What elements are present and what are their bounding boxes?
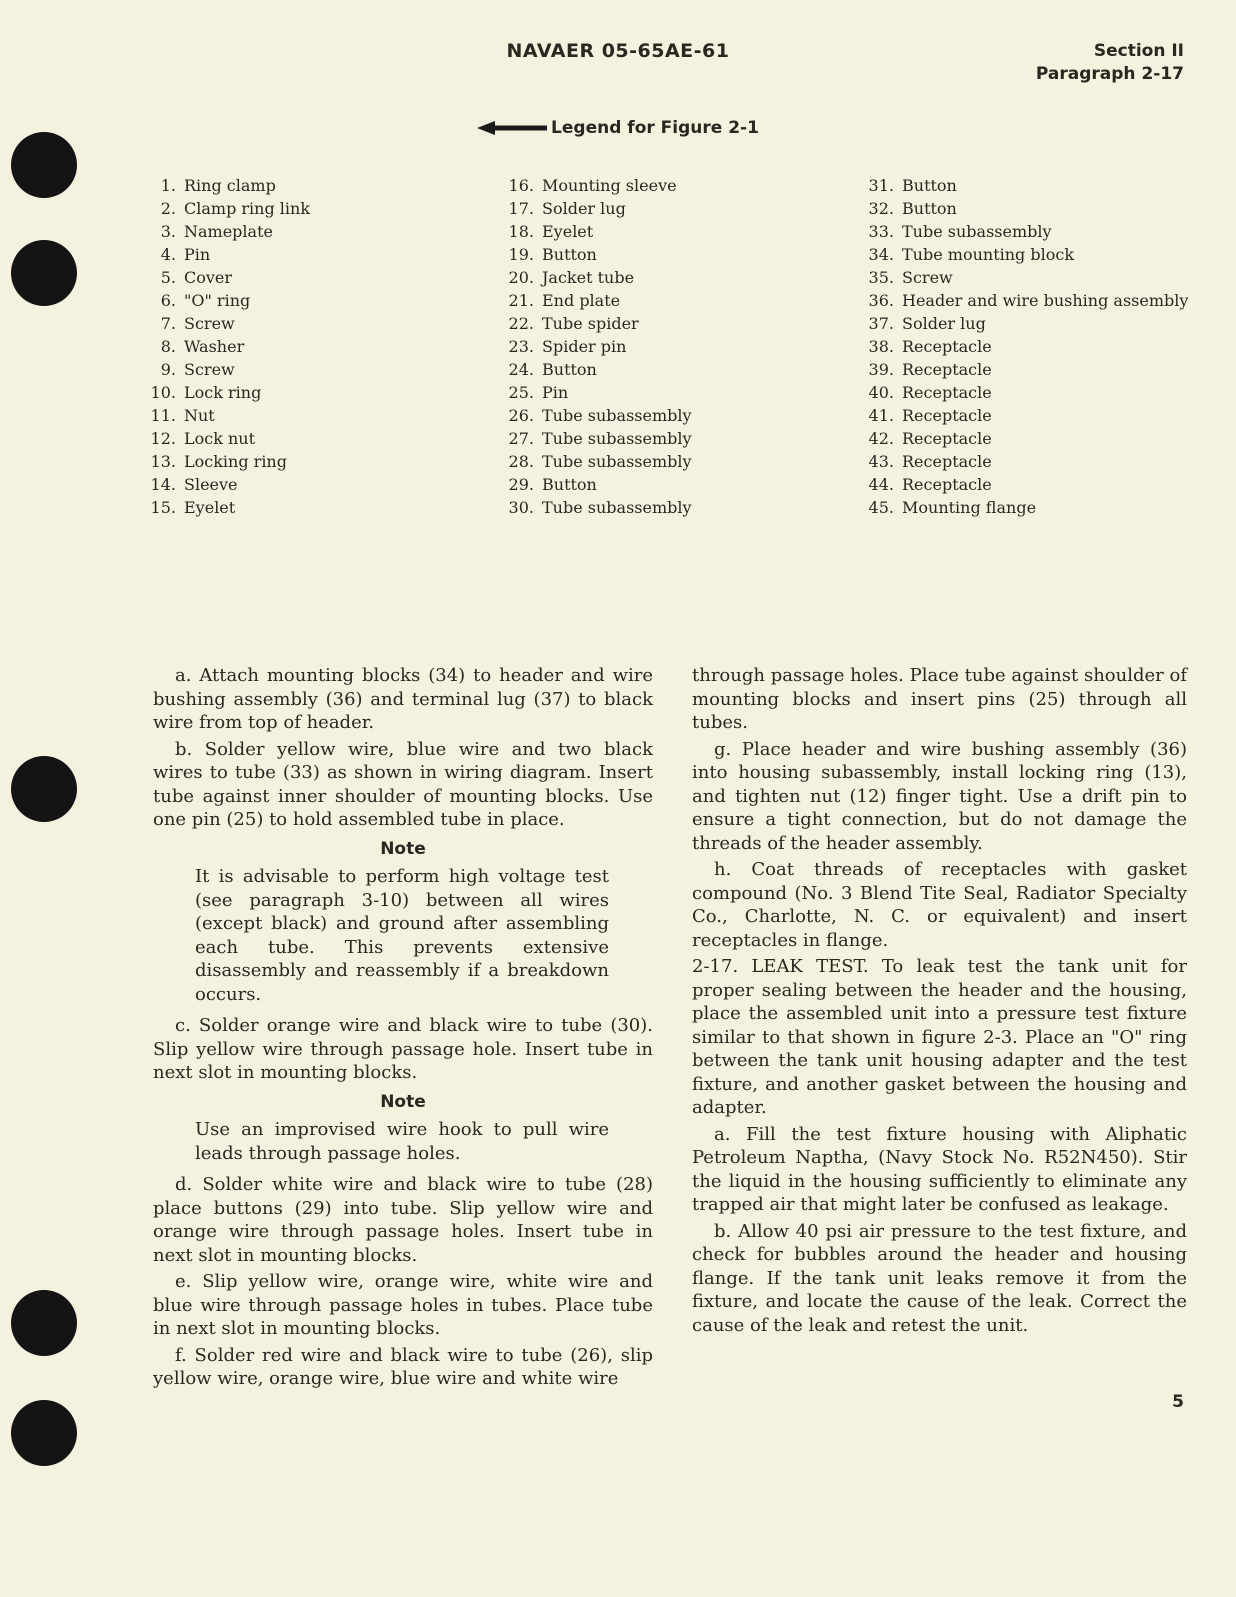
legend-item-number: 9. [160, 360, 176, 379]
step-f: f. Solder red wire and black wire to tube (26), slip yellow wire, orange wire, blue wire and white wire [153, 1344, 653, 1389]
legend-item-number: 11. [150, 406, 176, 425]
legend-item [498, 381, 692, 404]
legend-item [140, 220, 310, 243]
legend-item [498, 312, 692, 335]
legend-item-number: 30. [508, 498, 534, 517]
legend-item-label: Tube subassembly [542, 406, 692, 425]
legend-item [498, 404, 692, 427]
step-h: h. Coat threads of receptacles with gasket compound (No. 3 Blend Tite Seal, Radiator Specialty Co., Charlotte, N. C. or equivalent) and insert receptacles in flange. [692, 859, 1187, 951]
legend-item-number: 42. [868, 429, 894, 448]
legend-item-number: 3. [160, 222, 176, 241]
legend-item-label: Receptacle [902, 475, 992, 494]
legend-item [140, 174, 310, 197]
legend-item-number: 38. [868, 337, 894, 356]
legend-item-number: 23. [508, 337, 534, 356]
legend-item-label: Washer [184, 337, 245, 356]
legend-item-number: 4. [160, 245, 176, 264]
legend-item-label: Tube mounting block [902, 245, 1075, 264]
legend-item-number: 15. [150, 498, 176, 517]
legend-item-label: Spider pin [542, 337, 627, 356]
legend-item-number: 6. [160, 291, 176, 310]
legend-title-text: Legend for Figure 2-1 [551, 118, 759, 138]
legend-item-number: 22. [508, 314, 534, 333]
legend-item-number: 12. [150, 429, 176, 448]
arrow-left-icon [477, 121, 547, 135]
legend-item-label: Screw [902, 268, 953, 287]
legend-item-number: 26. [508, 406, 534, 425]
legend-item-number: 10. [150, 383, 176, 402]
punch-hole [11, 1400, 77, 1466]
legend-item [498, 220, 692, 243]
legend-item-label: Tube subassembly [542, 452, 692, 471]
legend-item [858, 312, 1188, 335]
punch-hole [11, 240, 77, 306]
legend-item-label: Receptacle [902, 360, 992, 379]
legend-item [140, 404, 310, 427]
legend-item [858, 450, 1188, 473]
page-number: 5 [1172, 1392, 1184, 1412]
legend-item-label: Tube subassembly [542, 429, 692, 448]
legend-item-label: Header and wire bushing assembly [902, 291, 1189, 310]
legend-item-number: 7. [160, 314, 176, 333]
legend-item-label: Solder lug [902, 314, 986, 333]
legend-item [140, 496, 310, 519]
legend-title [0, 118, 1236, 138]
legend-item-number: 36. [868, 291, 894, 310]
legend-item-label: Tube spider [542, 314, 639, 333]
legend-item-number: 16. [508, 176, 534, 195]
legend-item [498, 289, 692, 312]
step-e: e. Slip yellow wire, orange wire, white wire and blue wire through passage holes in tubes. Place tube in next slot in mounting blocks. [153, 1271, 653, 1339]
legend-item [858, 289, 1188, 312]
legend-item-number: 8. [160, 337, 176, 356]
legend-item-number: 27. [508, 429, 534, 448]
legend-item [858, 473, 1188, 496]
legend-item [140, 289, 310, 312]
legend-item-label: Clamp ring link [184, 199, 311, 218]
legend-item-label: Lock ring [184, 383, 262, 402]
legend-item-label: Eyelet [184, 498, 236, 517]
section-header [1036, 40, 1184, 86]
legend-item-label: Mounting flange [902, 498, 1037, 517]
legend-item-number: 31. [868, 176, 894, 195]
legend-item-number: 5. [160, 268, 176, 287]
legend-item-number: 28. [508, 452, 534, 471]
legend-item [498, 358, 692, 381]
legend-item [858, 220, 1188, 243]
note-body: It is advisable to perform high voltage test (see paragraph 3-10) between all wires (except black) and ground after assembling each tube. This prevents extensive disassembly and reassembly if a breakdown occurs. [195, 866, 609, 1005]
legend-item [498, 197, 692, 220]
legend-item-number: 33. [868, 222, 894, 241]
punch-hole [11, 132, 77, 198]
legend-item-number: 24. [508, 360, 534, 379]
legend-item-label: Ring clamp [184, 176, 276, 195]
legend-item [858, 404, 1188, 427]
legend-item-label: Receptacle [902, 429, 992, 448]
legend-item-number: 20. [508, 268, 534, 287]
legend-item [858, 381, 1188, 404]
legend-item-number: 40. [868, 383, 894, 402]
legend-item [140, 358, 310, 381]
legend-item-label: Locking ring [184, 452, 287, 471]
legend-item-label: Mounting sleeve [542, 176, 677, 195]
legend-item-label: Nut [184, 406, 215, 425]
legend-item-number: 35. [868, 268, 894, 287]
legend-item-number: 29. [508, 475, 534, 494]
legend-item-number: 14. [150, 475, 176, 494]
legend-item-number: 37. [868, 314, 894, 333]
body-left-column [153, 664, 653, 1394]
legend-column [498, 174, 692, 519]
legend-item-label: Receptacle [902, 383, 992, 402]
legend-item-label: Pin [542, 383, 569, 402]
legend-item-label: Pin [184, 245, 211, 264]
legend-item [498, 427, 692, 450]
leak-step-b: b. Allow 40 psi air pressure to the test fixture, and check for bubbles around the header and housing flange. If the tank unit leaks remove it from the fixture, and locate the cause of the leak. Correct the cause of the leak and retest the unit. [692, 1220, 1187, 1336]
legend-item [498, 243, 692, 266]
legend-item [140, 427, 310, 450]
legend-item-label: Screw [184, 360, 235, 379]
legend-item-label: Sleeve [184, 475, 238, 494]
legend-item [858, 496, 1188, 519]
legend-column [858, 174, 1188, 519]
legend-item [140, 243, 310, 266]
legend-item-label: Button [542, 475, 597, 494]
legend-item-number: 17. [508, 199, 534, 218]
legend-item-number: 44. [868, 475, 894, 494]
legend-item-number: 18. [508, 222, 534, 241]
legend-item [498, 335, 692, 358]
step-a: a. Attach mounting blocks (34) to header and wire bushing assembly (36) and terminal lug (37) to black wire from top of header. [153, 665, 653, 733]
legend-item [140, 266, 310, 289]
legend-item-label: Tube subassembly [542, 498, 692, 517]
paragraph-label: Paragraph 2-17 [1035, 64, 1184, 84]
legend-item-number: 1. [160, 176, 176, 195]
legend-item-label: End plate [542, 291, 621, 310]
legend-item-number: 25. [508, 383, 534, 402]
step-f-continued: through passage holes. Place tube against shoulder of mounting blocks and insert pins (25) through all tubes. [692, 665, 1187, 733]
legend-item [140, 312, 310, 335]
legend-item [858, 358, 1188, 381]
step-g: g. Place header and wire bushing assembly (36) into housing subassembly, install locking ring (13), and tighten nut (12) finger tight. Use a drift pin to ensure a tight connection, but do not damage the threads of the header assembly. [692, 738, 1187, 854]
legend-item-label: Button [542, 245, 597, 264]
legend-item-label: Jacket tube [542, 268, 635, 287]
step-b: b. Solder yellow wire, blue wire and two black wires to tube (33) as shown in wiring diagram. Insert tube against inner shoulder of mounting blocks. Use one pin (25) to hold assembled tube in place. [153, 738, 653, 830]
legend-item [140, 473, 310, 496]
legend-item-label: Screw [184, 314, 235, 333]
legend-item [498, 266, 692, 289]
legend-item-number: 19. [508, 245, 534, 264]
note-heading: Note [380, 838, 426, 859]
legend-item-label: "O" ring [184, 291, 251, 310]
legend-item [498, 473, 692, 496]
legend-item-number: 21. [508, 291, 534, 310]
legend-item-label: Nameplate [184, 222, 273, 241]
step-c: c. Solder orange wire and black wire to tube (30). Slip yellow wire through passage hole. Insert tube in next slot in mounting blocks. [153, 1015, 653, 1083]
document-number: NAVAER 05-65AE-61 [506, 40, 730, 62]
legend-item-label: Cover [184, 268, 233, 287]
legend-item [140, 381, 310, 404]
legend-item-number: 34. [868, 245, 894, 264]
legend-item-label: Receptacle [902, 406, 992, 425]
legend-item [858, 266, 1188, 289]
legend-item [140, 335, 310, 358]
legend-item [858, 335, 1188, 358]
legend-item-label: Button [902, 176, 957, 195]
legend-item-number: 13. [150, 452, 176, 471]
legend-item-label: Tube subassembly [902, 222, 1052, 241]
legend-item [498, 450, 692, 473]
legend-item-number: 45. [868, 498, 894, 517]
legend-item [140, 197, 310, 220]
punch-hole [11, 1290, 77, 1356]
body-right-column [692, 664, 1187, 1340]
legend-item-number: 2. [160, 199, 176, 218]
legend-item [858, 197, 1188, 220]
legend-item-number: 32. [868, 199, 894, 218]
legend-item [498, 496, 692, 519]
legend-item [498, 174, 692, 197]
leak-test-paragraph: 2-17. LEAK TEST. To leak test the tank unit for proper sealing between the header and the housing, place the assembled unit into a pressure test fixture similar to that shown in figure 2-3. Place an "O" ring between the tank unit housing adapter and the test fixture, and another gasket between the housing and adapter. [692, 956, 1187, 1118]
legend-item-label: Lock nut [184, 429, 256, 448]
note-body: Use an improvised wire hook to pull wire leads through passage holes. [195, 1119, 609, 1164]
legend-item-label: Button [542, 360, 597, 379]
legend-item-number: 43. [868, 452, 894, 471]
legend-item-number: 41. [868, 406, 894, 425]
leak-step-a: a. Fill the test fixture housing with Aliphatic Petroleum Naptha, (Navy Stock No. R52N450). Stir the liquid in the housing sufficiently to eliminate any trapped air that might later be confused as leakage. [692, 1123, 1187, 1215]
legend-item [858, 243, 1188, 266]
section-label: Section II [1093, 41, 1184, 61]
punch-hole [11, 756, 77, 822]
legend-item [858, 427, 1188, 450]
legend-item-label: Solder lug [542, 199, 626, 218]
legend-item-label: Receptacle [902, 452, 992, 471]
legend-item-label: Eyelet [542, 222, 594, 241]
note-heading: Note [380, 1091, 426, 1112]
legend-item-number: 39. [868, 360, 894, 379]
step-d: d. Solder white wire and black wire to tube (28) place buttons (29) into tube. Slip yellow wire and orange wire through passage holes. Insert tube in next slot in mounting blocks. [153, 1174, 653, 1266]
legend-item-label: Receptacle [902, 337, 992, 356]
legend-item [140, 450, 310, 473]
legend-item-label: Button [902, 199, 957, 218]
legend-column [140, 174, 310, 519]
legend-item [858, 174, 1188, 197]
